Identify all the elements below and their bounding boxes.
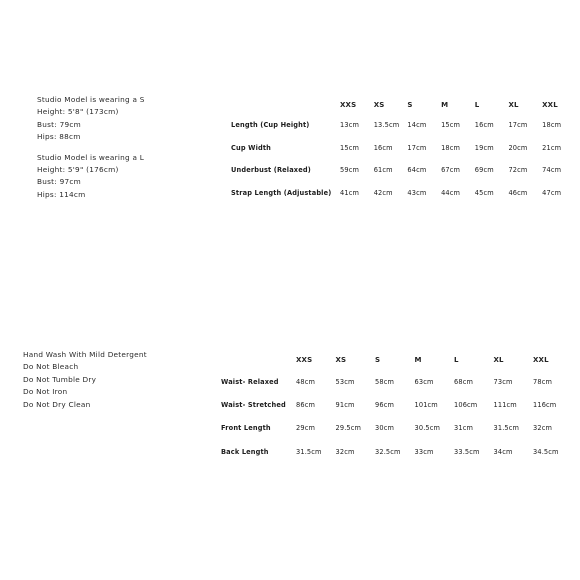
bottom-size-table xyxy=(221,350,573,464)
row-label: Back Length xyxy=(221,447,269,456)
table-cell: 34.5cm xyxy=(533,447,559,456)
table-cell: 16cm xyxy=(474,121,494,130)
table-cell: 69cm xyxy=(474,166,494,175)
table-cell: 67cm xyxy=(441,166,461,175)
model-info-line: Bust: 97cm xyxy=(37,177,81,187)
table-cell: 16cm xyxy=(373,143,393,152)
row-label: Strap Length (Adjustable) xyxy=(231,189,332,198)
table-cell: 29.5cm xyxy=(335,424,362,433)
table-cell: 31.5cm xyxy=(493,424,520,433)
table-cell: 47cm xyxy=(542,189,562,198)
table-cell: 17cm xyxy=(407,143,427,152)
table-cell: 74cm xyxy=(542,166,562,175)
row-label: Waist- Stretched xyxy=(221,401,286,410)
table-cell: 30.5cm xyxy=(414,424,441,433)
table-cell: 58cm xyxy=(375,377,395,386)
size-header: XXS xyxy=(340,101,357,109)
table-cell: 33.5cm xyxy=(454,447,480,456)
table-cell: 78cm xyxy=(533,377,553,386)
size-header: S xyxy=(375,356,381,364)
table-cell: 68cm xyxy=(454,377,474,386)
table-cell: 106cm xyxy=(454,401,478,410)
table-cell: 32cm xyxy=(335,447,355,456)
table-cell: 15cm xyxy=(340,143,360,152)
table-cell: 32cm xyxy=(533,424,553,433)
table-cell: 18cm xyxy=(542,121,562,130)
table-cell: 17cm xyxy=(508,121,528,130)
table-cell: 44cm xyxy=(441,189,461,198)
care-instructions xyxy=(23,349,147,411)
table-cell: 101cm xyxy=(414,401,438,410)
table-row xyxy=(231,182,576,205)
table-cell: 13cm xyxy=(340,121,360,130)
care-instruction-line: Do Not Iron xyxy=(23,387,68,397)
table-row xyxy=(231,114,576,137)
table-cell: 32.5cm xyxy=(375,447,401,456)
table-cell: 21cm xyxy=(542,143,562,152)
table-cell: 31.5cm xyxy=(296,447,322,456)
row-label: Waist- Relaxed xyxy=(221,377,279,386)
table-row xyxy=(231,159,576,182)
model-info-line: Studio Model is wearing a L xyxy=(37,152,145,162)
table-row xyxy=(221,393,573,416)
model-info-spacer xyxy=(37,144,145,152)
table-cell: 13.5cm xyxy=(373,121,400,130)
table-cell: 86cm xyxy=(296,401,316,410)
table-cell: 20cm xyxy=(508,143,528,152)
model-info-line: Hips: 88cm xyxy=(37,132,81,142)
care-instruction-line: Do Not Bleach xyxy=(23,362,79,372)
model-info-line: Studio Model is wearing a S xyxy=(37,95,145,104)
header-spacer xyxy=(231,96,340,114)
model-info-line: Height: 5'9" (176cm) xyxy=(37,165,119,175)
size-header: XL xyxy=(508,101,519,109)
table-row xyxy=(221,440,573,463)
size-header: L xyxy=(474,101,480,109)
table-cell: 15cm xyxy=(441,121,461,130)
size-header: XXL xyxy=(533,356,549,364)
model-info-line: Hips: 114cm xyxy=(37,189,86,199)
table-cell: 73cm xyxy=(493,377,513,386)
model-info-line: Height: 5'8" (173cm) xyxy=(37,107,119,117)
size-header: XXS xyxy=(296,356,313,364)
table-cell: 41cm xyxy=(340,189,360,198)
table-cell: 29cm xyxy=(296,424,316,433)
table-cell: 61cm xyxy=(373,166,393,175)
model-info xyxy=(37,94,145,201)
table-cell: 64cm xyxy=(407,166,427,175)
care-instruction-line: Hand Wash With Mild Detergent xyxy=(23,350,147,359)
table-cell: 116cm xyxy=(533,401,557,410)
size-header: XXL xyxy=(542,101,558,109)
header-spacer xyxy=(221,350,296,370)
care-instruction-line: Do Not Tumble Dry xyxy=(23,374,97,384)
table-cell: 33cm xyxy=(414,447,434,456)
table-cell: 14cm xyxy=(407,121,427,130)
table-cell: 30cm xyxy=(375,424,395,433)
table-header-row xyxy=(221,350,573,370)
row-label: Underbust (Relaxed) xyxy=(231,166,311,175)
table-cell: 34cm xyxy=(493,447,513,456)
size-header: M xyxy=(441,101,449,109)
table-cell: 46cm xyxy=(508,189,528,198)
table-cell: 43cm xyxy=(407,189,427,198)
table-cell: 31cm xyxy=(454,424,474,433)
table-cell: 45cm xyxy=(474,189,494,198)
table-cell: 59cm xyxy=(340,166,360,175)
size-header: XS xyxy=(335,356,347,364)
row-label: Length (Cup Height) xyxy=(231,121,310,130)
table-cell: 42cm xyxy=(373,189,393,198)
table-cell: 19cm xyxy=(474,143,494,152)
size-header: L xyxy=(454,356,459,364)
table-row xyxy=(221,417,573,440)
table-cell: 18cm xyxy=(441,143,461,152)
table-cell: 63cm xyxy=(414,377,434,386)
row-label: Cup Width xyxy=(231,143,271,152)
size-header: S xyxy=(407,101,413,109)
care-instruction-line: Do Not Dry Clean xyxy=(23,399,91,409)
size-header: XL xyxy=(493,356,504,364)
table-row xyxy=(231,137,576,160)
table-cell: 53cm xyxy=(335,377,355,386)
table-cell: 91cm xyxy=(335,401,355,410)
table-header-row xyxy=(231,96,576,114)
size-header: XS xyxy=(373,101,385,109)
row-label: Front Length xyxy=(221,424,271,433)
table-cell: 72cm xyxy=(508,166,528,175)
table-cell: 96cm xyxy=(375,401,395,410)
top-size-table xyxy=(231,96,576,204)
table-cell: 111cm xyxy=(493,401,517,410)
model-info-line: Bust: 79cm xyxy=(37,119,81,129)
table-row xyxy=(221,370,573,393)
size-header: M xyxy=(414,356,422,364)
table-cell: 48cm xyxy=(296,377,316,386)
